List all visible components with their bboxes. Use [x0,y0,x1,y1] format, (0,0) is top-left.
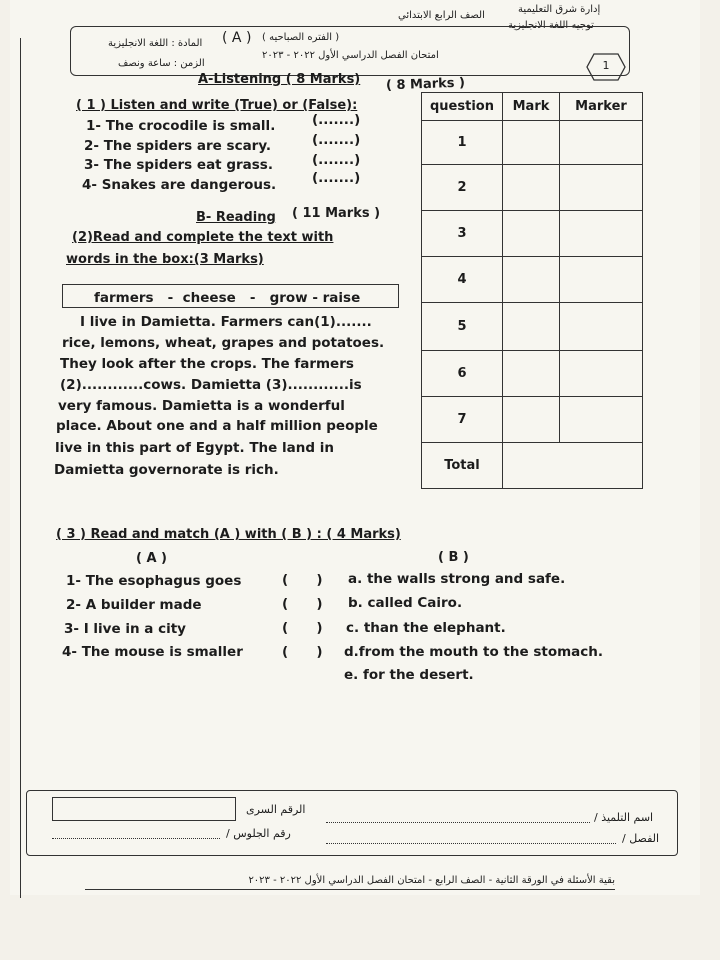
match-a-2: 2- A builder made [66,597,202,613]
marker-cell[interactable] [560,397,643,443]
student-name-label: اسم التلميذ / [594,811,654,824]
mark-cell[interactable] [503,303,560,351]
form-letter: ( A ) [222,30,252,46]
mark-cell[interactable] [503,397,560,443]
footer-note: بقية الأسئلة في الورقة الثانية - الصف الرابع - امتحان الفصل الدراسي الأول ٢٠٢٢ - ٢٠٢٣ [248,875,615,886]
match-bracket-3[interactable]: ( ) [282,620,323,636]
col-b-label: ( B ) [438,550,469,565]
student-name-line[interactable] [326,822,590,823]
admin-line-1: إدارة شرق التعليمية [518,4,601,15]
match-a-3: 3- I live in a city [64,621,186,637]
question-number: 7 [422,397,503,443]
listening-item-2: 2- The spiders are scary. [84,138,272,154]
total-label: Total [422,443,503,489]
marker-cell[interactable] [560,303,643,351]
passage-line-1: I live in Damietta. Farmers can(1)....... [80,314,372,330]
reading-marks: ( 11 Marks ) [292,206,381,221]
grade-line: الصف الرابع الابتدائي [398,10,485,21]
time: الزمن : ساعة ونصف [118,58,205,69]
q2-line-2: words in the box:(3 Marks) [66,252,264,267]
marker-cell[interactable] [560,257,643,303]
listening-item-1: 1- The crocodile is small. [86,118,276,134]
header-question: question [422,93,503,121]
passage-line-6: place. About one and a half million people [56,418,378,434]
passage-line-2: rice, lemons, wheat, grapes and potatoes. [62,335,385,351]
secret-number-label: الرقم السرى [246,803,306,816]
question-number: 2 [422,165,503,211]
question-number: 6 [422,351,503,397]
listening-title: A-Listening ( 8 Marks) [198,72,361,87]
seat-number-label: رقم الجلوس / [226,827,291,840]
q3-title: ( 3 ) Read and match (A ) with ( B ) : ( 4 Marks) [56,527,401,542]
reading-title: B- Reading [196,210,276,225]
match-b-a: a. the walls strong and safe. [348,571,566,587]
match-b-c: c. than the elephant. [346,620,506,636]
match-b-b: b. called Cairo. [348,595,463,611]
question-number: 4 [422,257,503,303]
mark-cell[interactable] [503,165,560,211]
mark-cell[interactable] [503,351,560,397]
q2-line-1: (2)Read and complete the text with [72,230,334,245]
footer-underline [85,889,615,890]
header-mark: Mark [503,93,560,121]
marker-cell[interactable] [560,211,643,257]
match-a-4: 4- The mouse is smaller [62,644,243,660]
page-frame-line [20,38,41,898]
mark-cell[interactable] [503,211,560,257]
grade-table [421,92,643,489]
listening-blank-4: (.......) [312,170,361,186]
match-bracket-1[interactable]: ( ) [282,572,323,588]
listening-blank-2: (.......) [312,132,361,148]
passage-line-7: live in this part of Egypt. The land in [55,440,334,456]
mark-cell[interactable] [503,257,560,303]
passage-line-3: They look after the crops. The farmers [60,356,354,372]
match-bracket-4[interactable]: ( ) [282,644,323,660]
passage-line-5: very famous. Damietta is a wonderful [58,398,345,414]
listening-blank-1: (.......) [312,112,361,128]
total-cell[interactable] [503,443,643,489]
match-b-d: d.from the mouth to the stomach. [344,644,604,660]
page-number: 1 [602,59,610,72]
match-b-e: e. for the desert. [344,667,474,683]
question-number: 3 [422,211,503,257]
question-number: 5 [422,303,503,351]
listening-item-3: 3- The spiders eat grass. [84,157,273,173]
exam-line: امتحان الفصل الدراسي الأول ٢٠٢٢ - ٢٠٢٣ [262,50,439,61]
mark-cell[interactable] [503,121,560,165]
question-number: 1 [422,121,503,165]
listening-item-4: 4- Snakes are dangerous. [82,177,277,193]
header-marker: Marker [560,93,643,121]
col-a-label: ( A ) [136,551,167,566]
match-a-1: 1- The esophagus goes [66,573,242,589]
q1-marks: ( 8 Marks ) [385,75,466,94]
marker-cell[interactable] [560,165,643,211]
subject: المادة : اللغة الانجليزية [108,38,203,49]
q1-title: ( 1 ) Listen and write (True) or (False): [76,98,358,113]
passage-line-8: Damietta governorate is rich. [54,462,279,478]
period: ( الفتره الصباحيه ) [262,32,340,43]
class-line[interactable] [326,843,616,844]
marker-cell[interactable] [560,351,643,397]
seat-number-line[interactable] [52,838,220,839]
listening-blank-3: (.......) [312,152,361,168]
secret-number-box[interactable] [52,797,236,821]
word-box-text: farmers - cheese - grow - raise [94,290,361,306]
passage-line-4: (2)............cows. Damietta (3)............is [60,377,362,393]
marker-cell[interactable] [560,121,643,165]
class-label: الفصل / [622,832,660,845]
admin-line-2: توجيه اللغة الانجليزية [508,20,594,31]
match-bracket-2[interactable]: ( ) [282,596,323,612]
